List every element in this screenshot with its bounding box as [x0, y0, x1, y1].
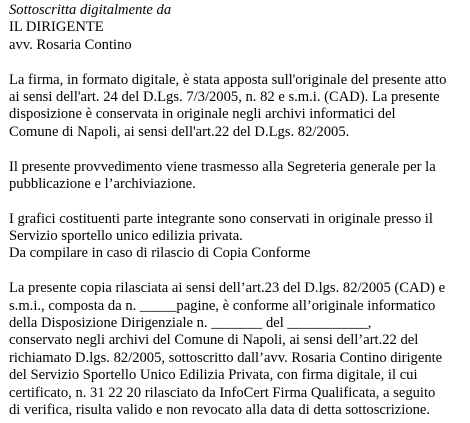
- text-line: certificato, n. 31 22 20 rilasciato da InfoCert Firma Qualificata, a seguito: [9, 384, 436, 401]
- signed-by-label: Sottoscritta digitalmente da: [9, 2, 172, 18]
- signer-role: IL DIRIGENTE: [9, 19, 104, 36]
- paragraph-spacer: [9, 193, 467, 210]
- text-line: conservato negli archivi del Comune di Napoli, ai sensi dell’art.22 del: [9, 332, 419, 349]
- text-line: di verifica, risulta valido e non revocato alla data di detta sottoscrizione.: [9, 401, 431, 418]
- text-line: Il presente provvedimento viene trasmesso alla Segreteria generale per la: [9, 158, 436, 175]
- paragraph-digital-signature-note: [9, 72, 467, 142]
- text-line: s.m.i., composta da n. _____pagine, è conforme all’originale informatico: [9, 297, 436, 314]
- text-line: I grafici costituenti parte integrante sono conservati in originale presso il: [9, 210, 433, 227]
- paragraph-spacer: [9, 263, 467, 280]
- paragraph-certified-copy-note: [9, 280, 467, 419]
- text-line: Comune di Napoli, ai sensi dell'art.22 del D.Lgs. 82/2005.: [9, 123, 350, 140]
- text-line: richiamato D.lgs. 82/2005, sottoscritto dall’avv. Rosaria Contino dirigente: [9, 349, 443, 366]
- text-line: Servizio sportello unico edilizia privata.: [9, 228, 243, 245]
- paragraph-attachments-note: [9, 211, 467, 263]
- text-line: del Servizio Sportello Unico Edilizia Privata, con firma digitale, il cui: [9, 367, 418, 384]
- text-line: Da compilare in caso di rilascio di Copia Conforme: [9, 245, 311, 262]
- document-page: [9, 2, 467, 419]
- signer-name: avv. Rosaria Contino: [9, 36, 132, 53]
- text-line: ai sensi dell'art. 24 del D.Lgs. 7/3/2005, n. 82 e s.m.i. (CAD). La presente: [9, 88, 440, 105]
- text-line: La presente copia rilasciata ai sensi dell’art.23 del D.lgs. 82/2005 (CAD) e: [9, 280, 446, 297]
- paragraph-spacer: [9, 141, 467, 158]
- paragraph-spacer: [9, 54, 467, 71]
- text-line: pubblicazione e l’archiviazione.: [9, 175, 196, 192]
- text-line: della Disposizione Dirigenziale n. _______ del ___________,: [9, 315, 372, 332]
- paragraph-transmission-note: [9, 159, 467, 194]
- text-line: La firma, in formato digitale, è stata apposta sull'originale del presente atto: [9, 71, 447, 88]
- text-line: disposizione è conservata in originale negli archivi informatici del: [9, 106, 396, 123]
- signature-block: [9, 2, 467, 54]
